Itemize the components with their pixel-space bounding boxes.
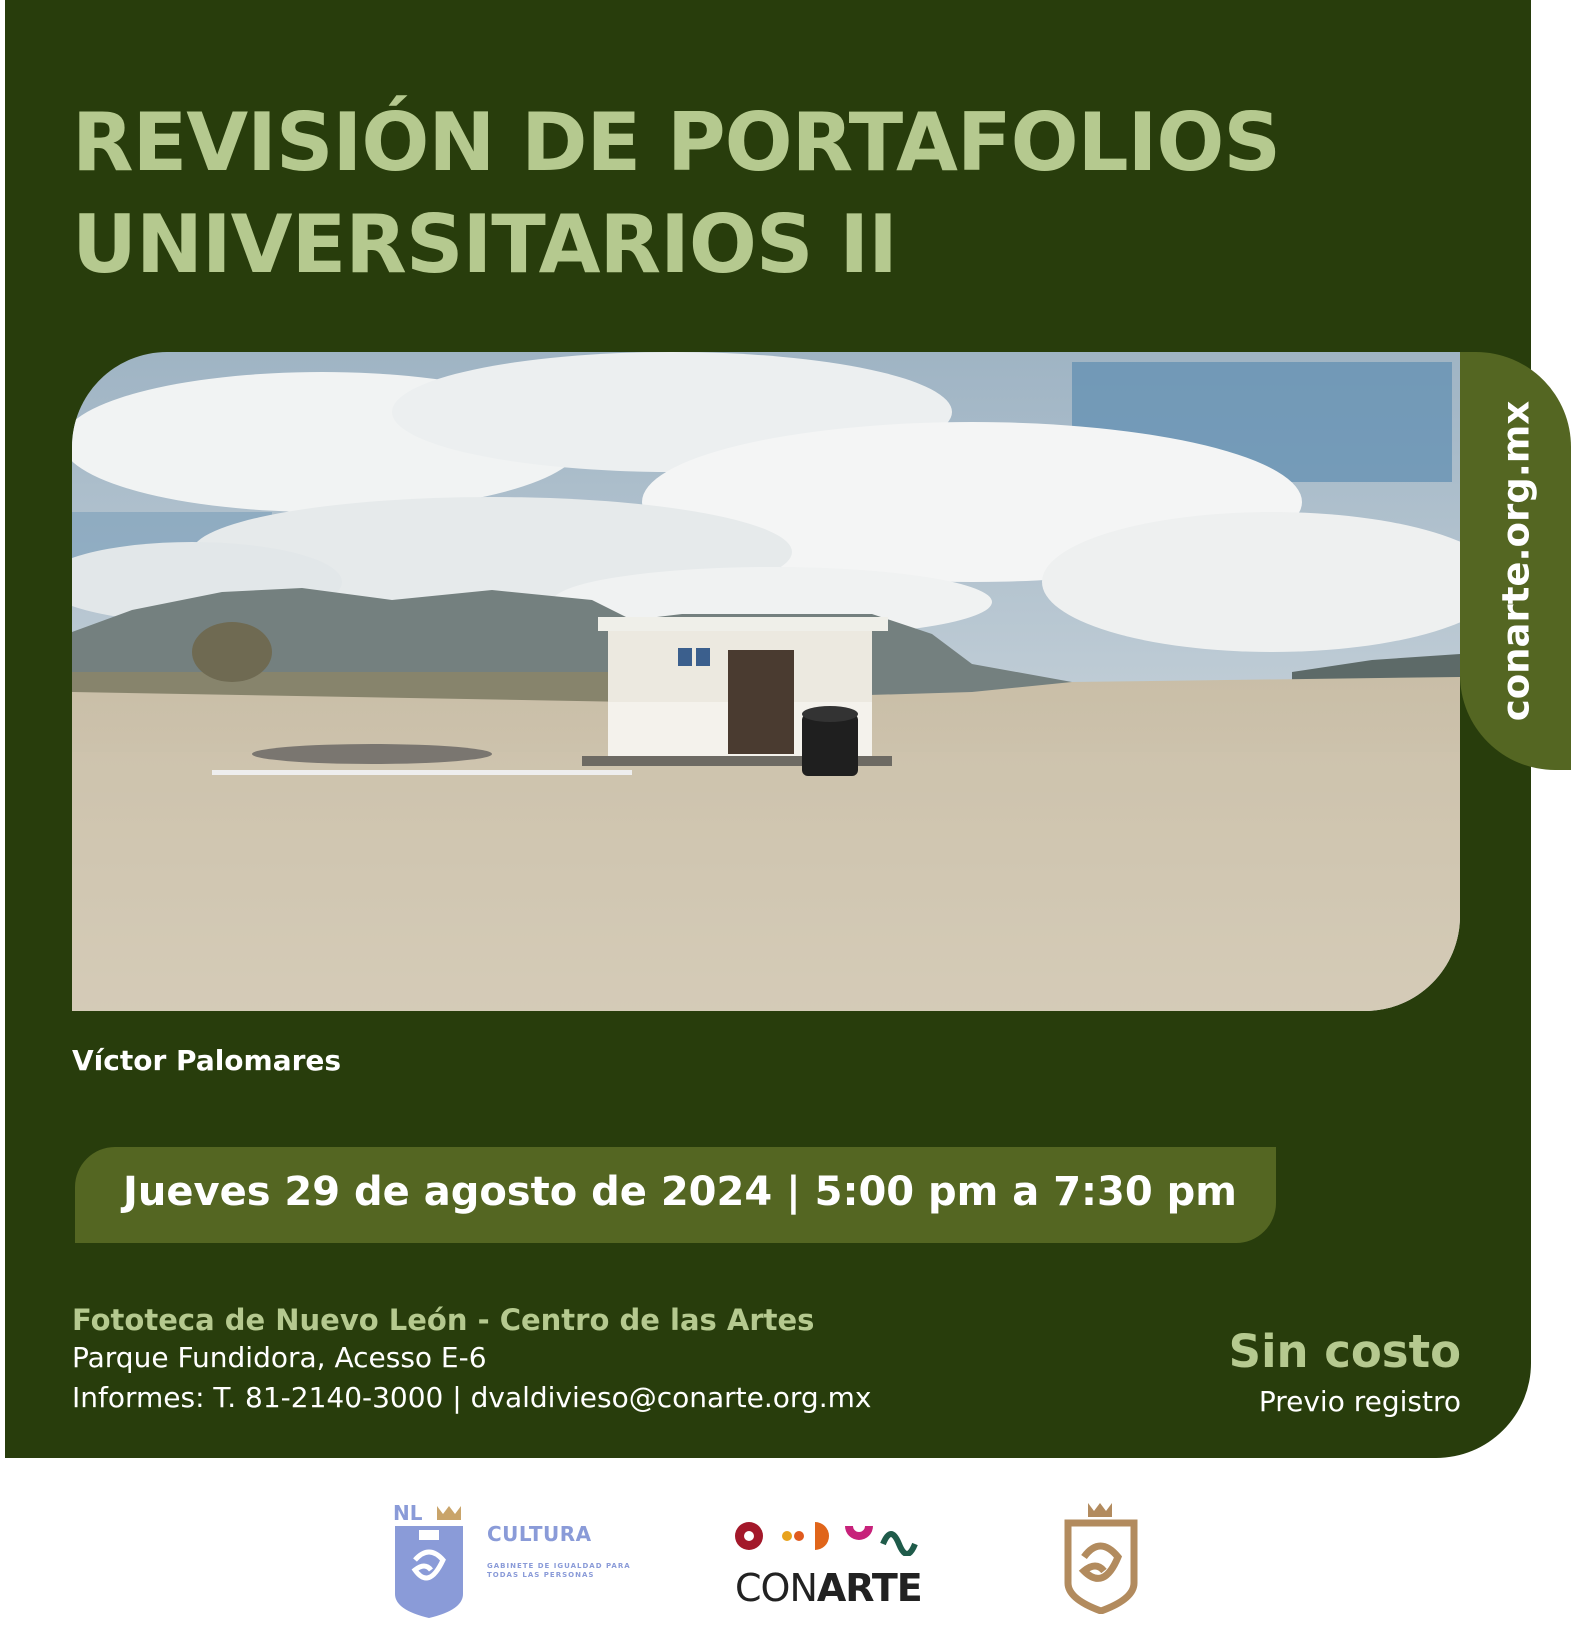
- nl-shield-icon: [393, 1502, 483, 1622]
- conarte-symbols-icon: [733, 1516, 923, 1556]
- event-date-time: Jueves 29 de agosto de 2024 | 5:00 pm a 7:30 pm: [123, 1169, 1237, 1215]
- nl-prefix-text: NL: [393, 1502, 423, 1525]
- poster-title: [72, 92, 1280, 296]
- venue-name: Fototeca de Nuevo León - Centro de las Artes: [72, 1303, 815, 1337]
- seal-icon: [1060, 1501, 1142, 1614]
- title-line-2: UNIVERSITARIOS II: [72, 198, 897, 291]
- contact-info: Informes: T. 81-2140-3000 | dvaldivieso@conarte.org.mx: [72, 1381, 872, 1414]
- conarte-wordmark: [735, 1566, 922, 1610]
- registration-note: Previo registro: [1258, 1385, 1461, 1418]
- date-banner: [75, 1147, 1276, 1243]
- conarte-logo: [733, 1516, 933, 1626]
- price-label: Sin costo: [1228, 1325, 1461, 1378]
- conarte-part-2: ARTE: [816, 1566, 922, 1610]
- website-link[interactable]: conarte.org.mx: [1494, 400, 1537, 722]
- nl-cultura-subtitle: GABINETE DE IGUALDAD PARA TODAS LAS PERSONAS: [487, 1562, 631, 1579]
- landscape-photo-image: [72, 352, 1460, 1011]
- conarte-part-1: CON: [735, 1566, 817, 1610]
- photo-credit: Víctor Palomares: [72, 1044, 342, 1077]
- title-line-1: REVISIÓN DE PORTAFOLIOS: [72, 96, 1280, 189]
- nl-cultura-name: CULTURA: [487, 1522, 592, 1546]
- venue-address: Parque Fundidora, Acesso E-6: [72, 1341, 487, 1374]
- website-tab[interactable]: [1460, 352, 1571, 770]
- nl-cultura-logo: [393, 1502, 633, 1622]
- featured-photo: [72, 352, 1460, 1011]
- nuevo-leon-seal-logo: [1060, 1501, 1142, 1614]
